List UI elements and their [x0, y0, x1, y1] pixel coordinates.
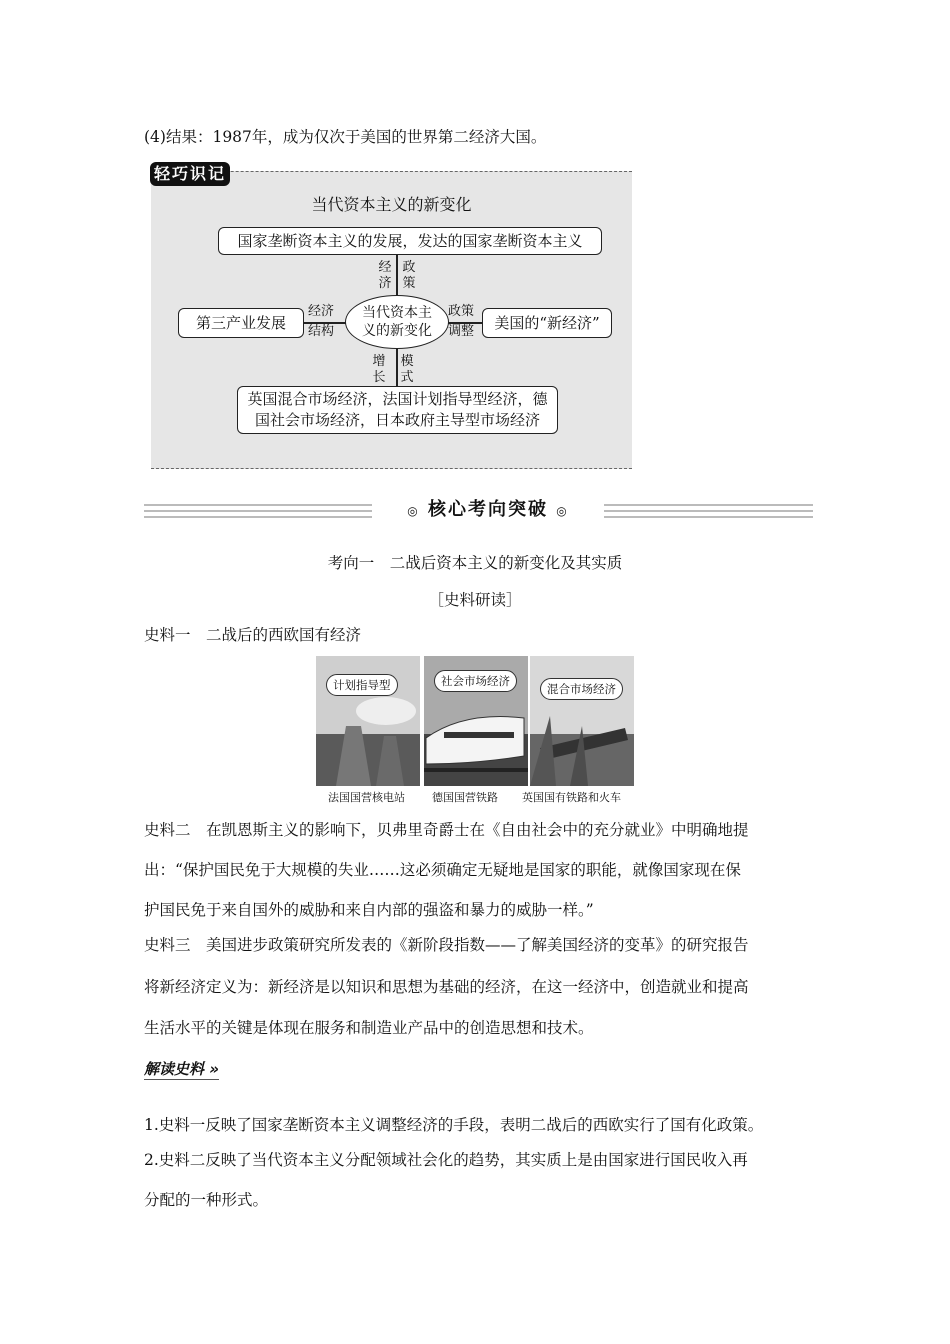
banner-rule-left-2 — [144, 510, 390, 512]
center-line-2: 义的新变化 — [362, 323, 432, 339]
label-left-bottom: 结构 — [308, 324, 335, 339]
photo-train — [530, 656, 634, 786]
mindmap-right-box: 美国的“新经济” — [482, 308, 612, 338]
label-right-top: 政策 — [448, 304, 475, 319]
interpret-line-3: 分配的一种形式。 — [144, 1191, 269, 1209]
label-bottom-left: 增长 — [372, 354, 386, 385]
topic-heading: 考向一 二战后资本主义的新变化及其实质 — [327, 554, 623, 572]
bubble-mixed: 混合市场经济 — [540, 678, 623, 700]
bubble-social: 社会市场经济 — [434, 670, 517, 692]
label-top-left: 经济 — [378, 260, 392, 291]
connector-top — [396, 255, 398, 295]
interpret-line-2: 2.史料二反映了当代资本主义分配领域社会化的趋势，其实质上是由国家进行国民收入再 — [144, 1151, 748, 1169]
photo-strip — [316, 656, 634, 786]
banner-rule-left-1 — [144, 504, 390, 506]
mindmap-left-box: 第三产业发展 — [178, 308, 304, 338]
bottom-line-1: 英国混合市场经济，法国计划指导型经济，德 — [247, 390, 548, 408]
banner-dot-right-icon: ◎ — [556, 504, 569, 518]
source-3-line-3: 生活水平的关键是体现在服务和制造业产品中的创造思想和技术。 — [144, 1019, 594, 1037]
banner-dot-left-icon: ◎ — [407, 504, 420, 518]
label-top-right: 政策 — [402, 260, 416, 291]
mindmap-badge: 轻巧识记 — [150, 162, 230, 186]
source-2-line-3: 护国民免于来自国外的威胁和来自内部的强盗和暴力的威胁一样。” — [144, 901, 594, 919]
banner-rule-right-2 — [588, 510, 813, 512]
interpret-label: 解读史料 » — [144, 1060, 219, 1078]
banner-rule-right-3 — [588, 516, 813, 518]
result-line: (4)结果：1987年，成为仅次于美国的世界第二经济大国。 — [144, 128, 547, 146]
banner-rule-left-3 — [144, 516, 390, 518]
connector-bottom — [396, 348, 398, 386]
source-3-line-2: 将新经济定义为：新经济是以知识和思想为基础的经济，在这一经济中，创造就业和提高 — [144, 978, 749, 996]
caption-3: 英国国有铁路和火车 — [522, 791, 621, 804]
banner-title: 核心考向突破 — [428, 499, 548, 520]
label-bottom-right: 模式 — [400, 354, 414, 385]
interpret-line-1: 1.史料一反映了国家垄断资本主义调整经济的手段，表明二战后的西欧实行了国有化政策。 — [144, 1116, 764, 1134]
bottom-line-2: 国社会市场经济，日本政府主导型市场经济 — [254, 411, 540, 429]
mindmap-center-ellipse — [345, 295, 449, 349]
source-3-line-1: 史料三 美国进步政策研究所发表的《新阶段指数——了解美国经济的变革》的研究报告 — [144, 936, 749, 954]
mindmap-title: 当代资本主义的新变化 — [311, 195, 472, 214]
caption-2: 德国国营铁路 — [432, 791, 498, 804]
source-2-line-1: 史料二 在凯恩斯主义的影响下，贝弗里奇爵士在《自由社会中的充分就业》中明确地提 — [144, 821, 749, 839]
mindmap-top-box: 国家垄断资本主义的发展，发达的国家垄断资本主义 — [218, 227, 602, 255]
source-1: 史料一 二战后的西欧国有经济 — [144, 626, 362, 644]
source-2-line-2: 出：“保护国民免于大规模的失业……这必须确定无疑地是国家的职能，就像国家现在保 — [144, 861, 741, 879]
caption-1: 法国国营核电站 — [328, 791, 405, 804]
label-left-top: 经济 — [308, 304, 335, 319]
center-line-1: 当代资本主 — [362, 305, 432, 321]
section-banner — [372, 496, 604, 524]
topic-subheading: ［史料研读］ — [428, 591, 522, 609]
label-right-bottom: 调整 — [448, 324, 475, 339]
banner-rule-right-1 — [588, 504, 813, 506]
mindmap-bottom-box — [237, 386, 558, 434]
bubble-planned: 计划指导型 — [326, 674, 398, 696]
